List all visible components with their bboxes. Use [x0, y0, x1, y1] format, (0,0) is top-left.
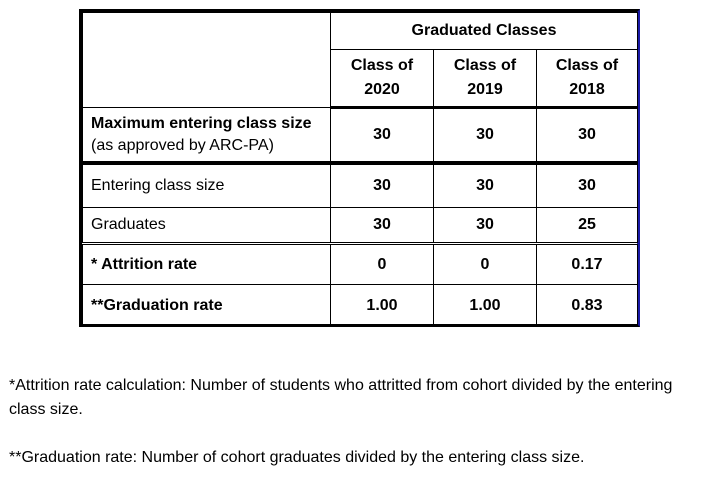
table-cell: 0: [434, 244, 537, 285]
footnotes: [9, 374, 699, 470]
table-cell: 1.00: [434, 285, 537, 327]
row-label-bold: Maximum entering class size: [91, 114, 312, 132]
table-cell: 30: [537, 163, 638, 208]
row-label-note: (as approved by ARC-PA): [91, 136, 274, 154]
row-label-entering: Entering class size: [83, 163, 331, 208]
group-header-row: [83, 13, 638, 50]
table-cell: 0.17: [537, 244, 638, 285]
column-header-year: 2018: [569, 81, 605, 98]
column-header-line1: Class of: [350, 57, 414, 74]
table-row-attrition: [83, 244, 638, 285]
table-cell: 25: [537, 208, 638, 244]
table-cell: 30: [331, 163, 434, 208]
row-label-max-entering: [83, 108, 331, 164]
outcomes-table-grid: [82, 12, 638, 327]
class-outcomes-table: [79, 9, 640, 327]
table-row-graduation-rate: [83, 285, 638, 327]
table-cell: 0.83: [537, 285, 638, 327]
column-header-2020: [331, 50, 434, 108]
table-row-entering: [83, 163, 638, 208]
table-cell: 30: [434, 108, 537, 164]
column-header-line1: Class of: [453, 57, 517, 74]
table-cell: 30: [331, 208, 434, 244]
table-cell: 30: [331, 108, 434, 164]
table-cell: 30: [434, 163, 537, 208]
row-label-graduation-rate: **Graduation rate: [83, 285, 331, 327]
row-label-graduates: Graduates: [83, 208, 331, 244]
blank-corner-cell: [83, 13, 331, 108]
graduated-classes-header: Graduated Classes: [331, 13, 638, 50]
column-header-2019: [434, 50, 537, 108]
footnote-graduation: **Graduation rate: Number of cohort graduates divided by the entering class size.: [9, 449, 585, 466]
table-row-max-entering: [83, 108, 638, 164]
row-label-attrition: * Attrition rate: [83, 244, 331, 285]
table-row-graduates: [83, 208, 638, 244]
column-header-line1: Class of: [555, 57, 619, 74]
footnote-attrition: *Attrition rate calculation: Number of students who attritted from cohort divided by the entering class size.: [9, 377, 673, 418]
column-header-year: 2019: [467, 81, 503, 98]
table-cell: 30: [537, 108, 638, 164]
table-cell: 0: [331, 244, 434, 285]
table-cell: 1.00: [331, 285, 434, 327]
column-header-year: 2020: [364, 81, 400, 98]
table-cell: 30: [434, 208, 537, 244]
column-header-2018: [537, 50, 638, 108]
